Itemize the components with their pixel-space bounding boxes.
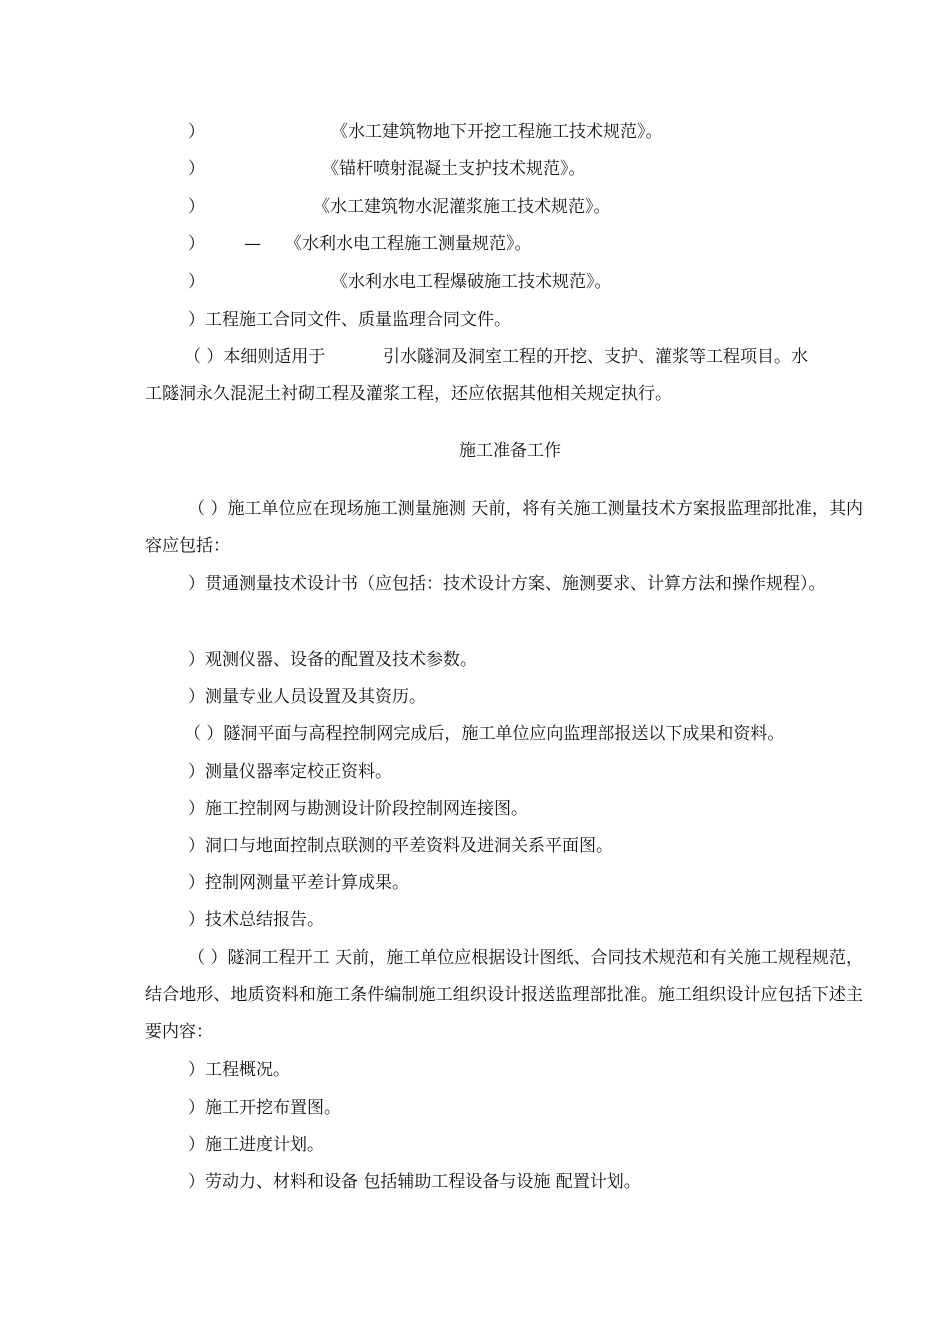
- org-item: ）工程概况。: [188, 1060, 290, 1080]
- survey-item-staff: ）测量专业人员设置及其资历。: [188, 687, 426, 707]
- control-item: ）施工控制网与勘测设计阶段控制网连接图。: [188, 799, 528, 819]
- control-item: ）洞口与地面控制点联测的平差资料及进洞关系平面图。: [188, 836, 613, 856]
- reference-title: 《水利水电工程施工测量规范》。: [285, 234, 532, 254]
- survey-item-design: ）贯通测量技术设计书（应包括：技术设计方案、施测要求、计算方法和操作规程）。: [188, 574, 826, 594]
- org-item: ）施工开挖布置图。: [188, 1098, 341, 1118]
- contract-documents-item: ）工程施工合同文件、质量监理合同文件。: [188, 310, 511, 330]
- item-marker: ）: [188, 197, 205, 217]
- item-marker: ）: [188, 159, 205, 179]
- control-item: ）技术总结报告。: [188, 910, 324, 930]
- item-marker: ）: [188, 234, 205, 254]
- org-item: ）劳动力、材料和设备 包括辅助工程设备与设施 配置计划。: [188, 1172, 641, 1192]
- control-item: ）测量仪器率定校正资料。: [188, 762, 392, 782]
- survey-item-instruments: ）观测仪器、设备的配置及技术参数。: [188, 650, 477, 670]
- section-heading: 施工准备工作: [459, 441, 561, 461]
- item-marker: ）: [188, 122, 205, 142]
- scope-rest: 引水隧洞及洞室工程的开挖、支护、灌浆等工程项目。水: [383, 347, 808, 367]
- reference-title: 《锚杆喷射混凝土支护技术规范》。: [322, 159, 586, 179]
- reference-title: 《水利水电工程爆破施工技术规范》。: [331, 272, 612, 292]
- control-item: ）控制网测量平差计算成果。: [188, 873, 409, 893]
- reference-title: 《水工建筑物水泥灌浆施工技术规范》。: [313, 197, 611, 217]
- survey-plan-paragraph: （ ）施工单位应在现场施工测量施测 天前，将有关施工测量技术方案报监理部批准，其内容应包括：: [145, 499, 863, 556]
- org-item: ）施工进度计划。: [188, 1135, 324, 1155]
- scope-paragraph-line2: 工隧洞永久混泥土衬砌工程及灌浆工程，还应依据其他相关规定执行。: [145, 384, 672, 404]
- control-network-paragraph: （ ）隧洞平面与高程控制网完成后，施工单位应向监理部报送以下成果和资料。: [184, 724, 785, 744]
- item-marker: ）: [188, 272, 205, 292]
- organization-design-paragraph: （ ）隧洞工程开工 天前，施工单位应根据设计图纸、合同技术规范和有关施工规程规范，结合地形、地质资料和施工条件编制施工组织设计报送监理部批准。施工组织设计应包括下述主要内容：: [145, 948, 863, 1042]
- scope-head: （ ）本细则适用于: [184, 347, 326, 367]
- dash-separator: —: [244, 234, 261, 254]
- reference-title: 《水工建筑物地下开挖工程施工技术规范》。: [331, 122, 663, 142]
